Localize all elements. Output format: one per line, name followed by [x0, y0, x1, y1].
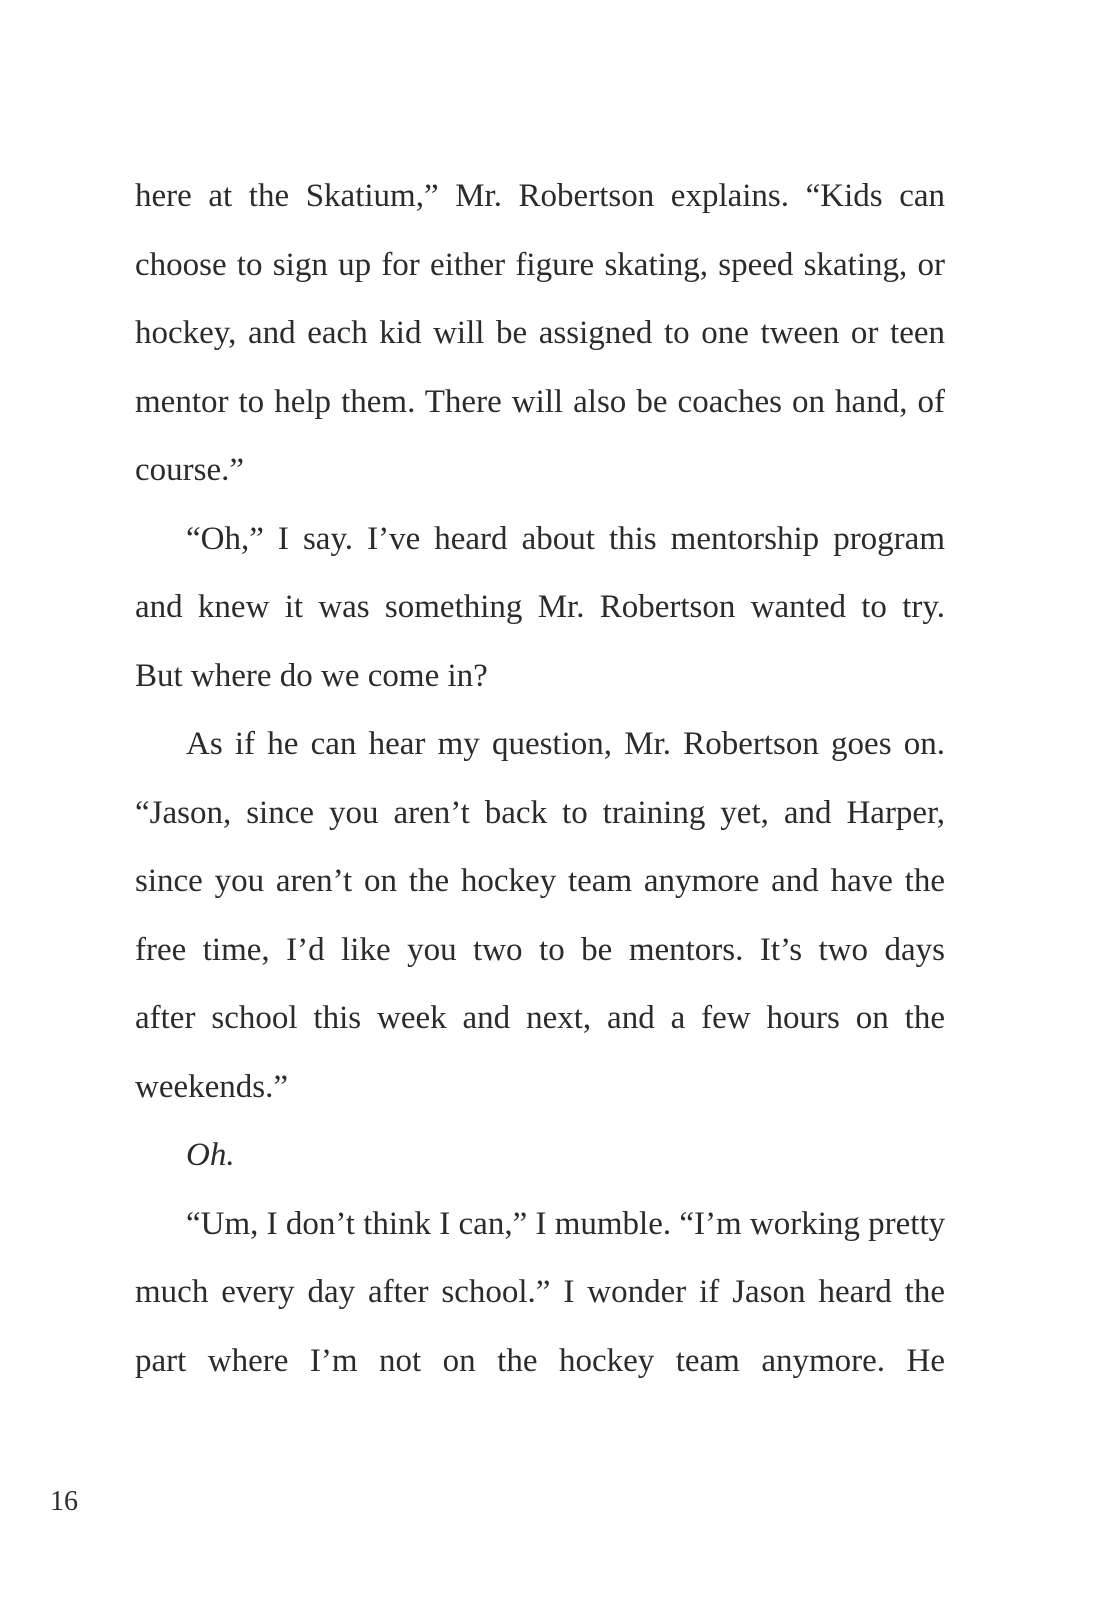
text-line: But where do we come in? — [135, 657, 488, 694]
page-number: 16 — [50, 1486, 78, 1517]
text-line: “Um, I don’t think I can,” I mumble. “I’m working pretty — [186, 1205, 946, 1242]
text-line: hockey, and each kid will be assigned to one tween or teen — [135, 315, 945, 351]
text-line: part where I’m not on the hockey team anymore. He — [135, 1342, 945, 1379]
text-line: here at the Skatium,” Mr. Robertson explains. “Kids can — [135, 178, 945, 214]
text-line: As if he can hear my question, Mr. Robertson goes on. — [186, 726, 945, 762]
text-line: mentor to help them. There will also be coaches on hand, of — [135, 383, 945, 420]
text-line: “Oh,” I say. I’ve heard about this mentorship program — [186, 520, 945, 557]
text-line: free time, I’d like you two to be mentors. It’s two days — [135, 931, 945, 968]
text-line: after school this week and next, and a few hours on the — [135, 1000, 945, 1036]
text-line: weekends.” — [135, 1068, 289, 1105]
text-line: since you aren’t on the hockey team anymore and have the — [135, 863, 945, 899]
text-line: choose to sign up for either figure skating, speed skating, or — [135, 246, 945, 283]
body-text — [135, 162, 945, 1395]
text-line: Oh. — [186, 1137, 235, 1173]
text-line: course.” — [135, 452, 245, 488]
text-line: “Jason, since you aren’t back to training yet, and Harper, — [135, 794, 945, 831]
text-line: and knew it was something Mr. Robertson wanted to try. — [135, 589, 945, 625]
text-line: much every day after school.” I wonder if Jason heard the — [135, 1274, 945, 1310]
